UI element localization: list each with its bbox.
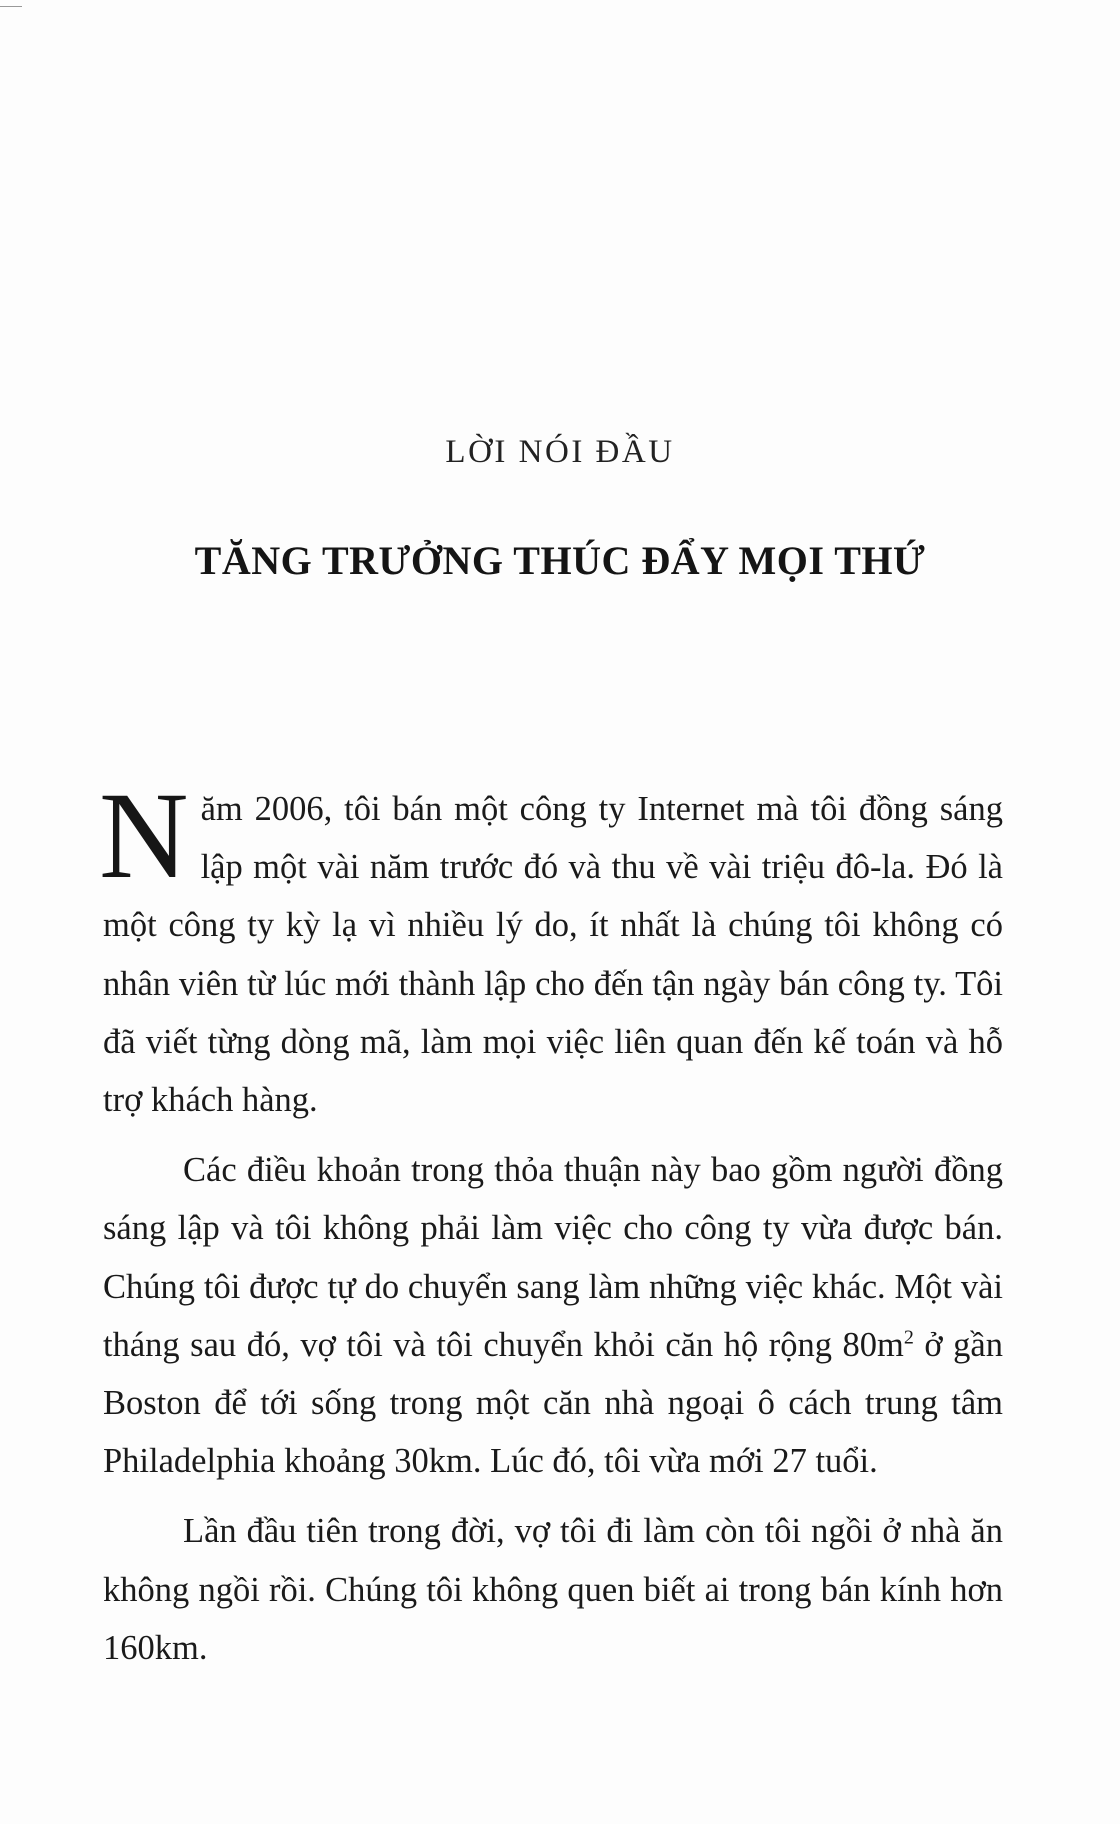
superscript-2: 2 <box>903 1326 914 1349</box>
paragraph-2 <box>103 1141 1003 1490</box>
body-text <box>99 767 1003 1677</box>
paragraph-1-text: ăm 2006, tôi bán một công ty Internet mà tôi đồng sáng lập một vài năm trước đó và thu về vài triệu đô-la. Đó là một công ty kỳ lạ vì nhiều lý do, ít nhất là chúng tôi không có nhân viên từ lúc mới thành lập cho đến tận ngày bán công ty. Tôi đã viết từng dòng mã, làm mọi việc liên quan đến kế toán và hỗ trợ khách hàng. <box>103 790 1003 1120</box>
paragraph-3 <box>103 1502 1003 1677</box>
drop-cap: N <box>99 767 189 904</box>
chapter-kicker: LỜI NÓI ĐẦU <box>445 434 675 470</box>
paragraph-2-text-after: ở gần Boston để tới sống trong một căn nhà ngoại ô cách trung tâm Philadelphia khoảng 30km. Lúc đó, tôi vừa mới 27 tuổi. <box>103 1325 1003 1481</box>
scan-edge-mark <box>0 6 22 7</box>
chapter-title: TĂNG TRƯỞNG THÚC ĐẨY MỌI THỨ <box>194 538 926 583</box>
paragraph-2-text-before: Các điều khoản trong thỏa thuận này bao gồm người đồng sáng lập và tôi không phải làm việc cho công ty vừa được bán. Chúng tôi được tự do chuyển sang làm những việc khác. Một vài tháng sau đó, vợ tôi và tôi chuyển khỏi căn hộ rộng 80m <box>103 1151 1003 1364</box>
paragraph-1 <box>99 767 1003 1129</box>
paragraph-3-text: Lần đầu tiên trong đời, vợ tôi đi làm còn tôi ngồi ở nhà ăn không ngồi rồi. Chúng tôi không quen biết ai trong bán kính hơn 160km. <box>103 1512 1003 1667</box>
